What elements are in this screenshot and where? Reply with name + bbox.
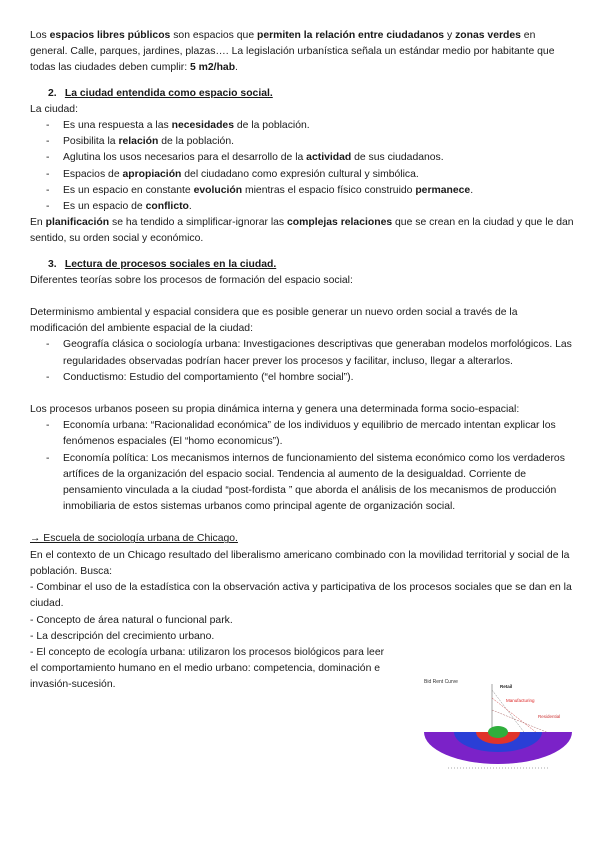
document-page [30, 28, 575, 694]
city-characteristics-list [30, 118, 575, 215]
figure-title: Bid Rent Curve [424, 679, 458, 685]
determinism-paragraph: Determinismo ambiental y espacial considera que es posible generar un nuevo orden social a través de la modificación del ambiente espacial de la ciudad: [30, 307, 518, 335]
list-item: - Economía urbana: “Racionalidad económica” de los individuos y equilibrio de mercado intentan explicar los fenómenos espaciales (El “homo economicus”). [30, 418, 575, 450]
chicago-item: - La descripción del crecimiento urbano. [30, 630, 215, 642]
urban-processes-list [30, 418, 575, 515]
list-item: - Espacios de apropiación del ciudadano como expresión cultural y simbólica. [30, 167, 575, 183]
cbd-zone [488, 726, 508, 738]
section-2-lead: La ciudad: [30, 103, 78, 115]
section-3-lead: Diferentes teorías sobre los procesos de formación del espacio social: [30, 274, 353, 286]
urban-processes-paragraph: Los procesos urbanos poseen su propia dinámica interna y genera una determinada forma socio-espacial: [30, 404, 520, 416]
section-3-heading: 3. Lectura de procesos sociales en la ciudad. [48, 258, 277, 270]
planning-paragraph: En planificación se ha tendido a simplificar-ignorar las complejas relaciones que se crean en la ciudad y que le dan sentido, su orden social y económico. [30, 217, 574, 245]
chicago-intro: En el contexto de un Chicago resultado del liberalismo americano combinado con la movilidad territorial y social de la población. Busca: [30, 549, 570, 577]
chicago-item: - Combinar el uso de la estadística con la observación activa y participativa de los procesos sociales que se dan en la ciudad. [30, 582, 572, 610]
section-2-heading: 2. La ciudad entendida como espacio social. [48, 87, 273, 99]
chicago-item: - El concepto de ecología urbana: utilizaron los procesos biológicos para leer el comportamiento humano en el medio urbano: competencia, dominación e invasión-sucesión. [30, 646, 385, 691]
list-item: - Economía política: Los mecanismos internos de funcionamiento del sistema económico como los verdaderos artífices de la organización del espacio social. Tendencia al aumento de la desigualdad. Corriente de pensamiento vinculada a la ciudad “post-fordista ” que aborda el análisis de los mecanismos de producción inmobiliaria de estos sistemas urbanos como principal agente de organización social. [30, 451, 575, 516]
list-item: - Posibilita la relación de la población. [30, 134, 575, 150]
list-item: - Geografía clásica o sociología urbana: Investigaciones descriptivas que generaban modelos morfológicos. Las regularidades observadas podrían hacer prever los procesos y facilitar, incluso, llegar a alterarlos. [30, 337, 575, 369]
residential-label: Residential [538, 714, 561, 719]
list-item: - Aglutina los usos necesarios para el desarrollo de la actividad de sus ciudadanos. [30, 150, 575, 166]
intro-paragraph: Los espacios libres públicos son espacios que permiten la relación entre ciudadanos y zonas verdes en general. Calle, parques, jardines, plazas…. La legislación urbanística señala un estándar medio por habitante que todas las ciudades deben cumplir: 5 m2/hab. [30, 30, 555, 74]
chicago-school-heading: → Escuela de sociología urbana de Chicago. [30, 533, 238, 545]
list-item: - Conductismo: Estudio del comportamiento (“el hombre social”). [30, 370, 575, 386]
retail-label: Retail [500, 684, 513, 689]
determinism-list [30, 337, 575, 386]
bid-rent-curve-diagram [418, 676, 578, 776]
manufacturing-label: Manufacturing [506, 698, 535, 703]
bid-rent-curve-figure [418, 676, 578, 776]
chicago-item: - Concepto de área natural o funcional park. [30, 614, 233, 626]
list-item: - Es un espacio de conflicto. [30, 199, 575, 215]
list-item: - Es un espacio en constante evolución mientras el espacio físico construido permanece. [30, 183, 575, 199]
list-item: - Es una respuesta a las necesidades de la población. [30, 118, 575, 134]
